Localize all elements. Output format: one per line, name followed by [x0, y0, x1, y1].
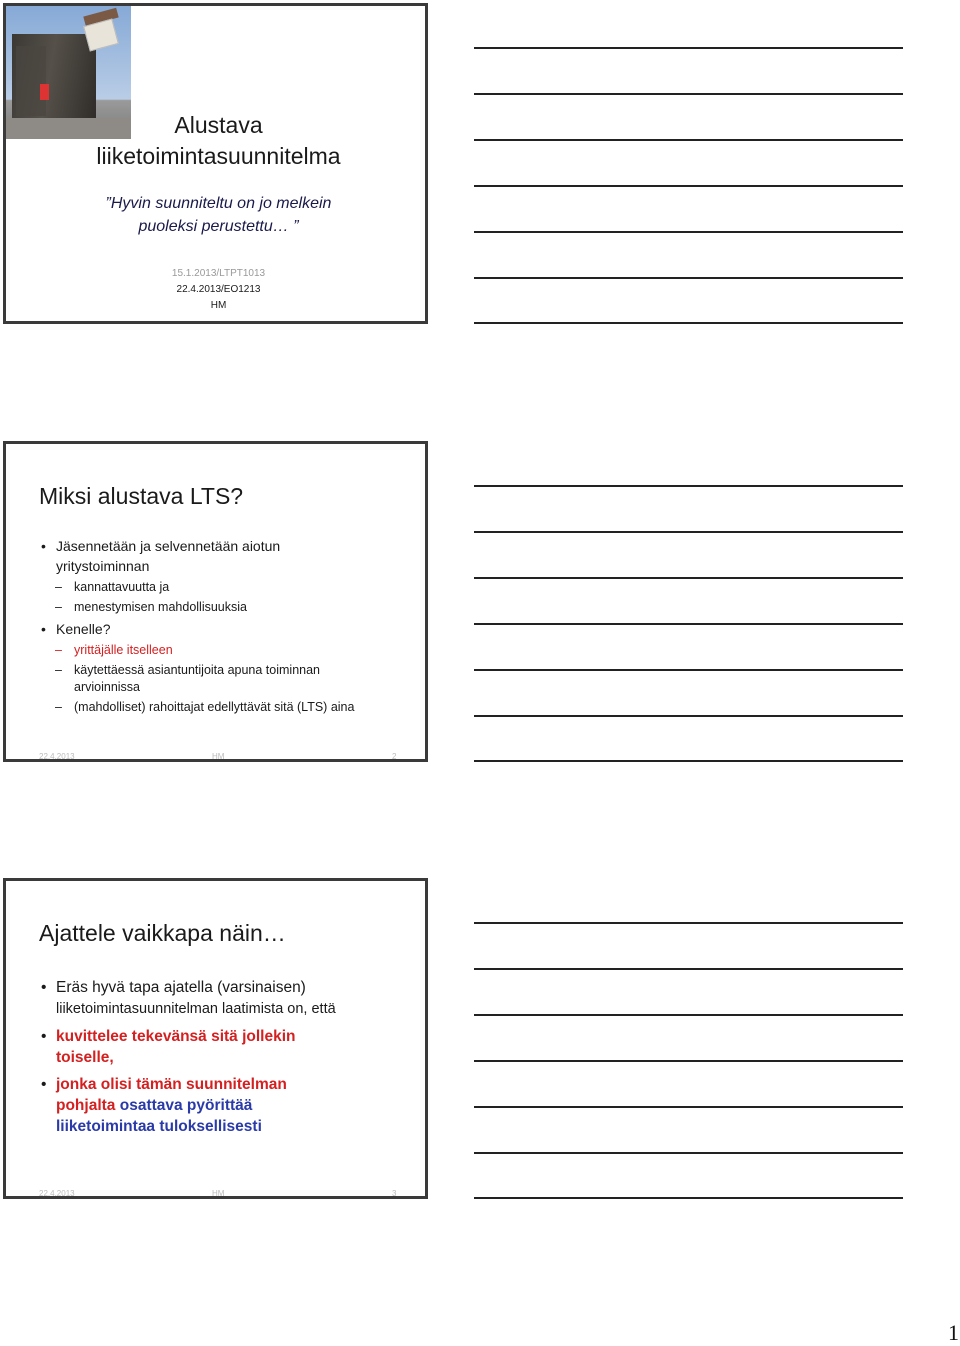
slide-2-bullets [39, 536, 424, 719]
slide-1-title: Alustava liiketoimintasuunnitelma [96, 112, 341, 169]
footer-author: HM [212, 1189, 225, 1198]
slide-3 [3, 878, 428, 1199]
page-number: 1 [948, 1320, 959, 1345]
slide-1-meta: 15.1.2013/LTPT1013 22.4.2013/EO1213 HM [171, 268, 266, 311]
slide-1-quote: ”Hyvin suunniteltu on jo melkein puoleksi perustettu… ” [105, 195, 332, 235]
slide-2 [3, 441, 428, 762]
footer-page: 2 [392, 752, 397, 761]
slide-1 [3, 3, 428, 324]
sub-bullet: – käytettäessä asiantuntijoita apuna toiminnan arvioinnissa [39, 662, 424, 696]
footer-author: HM [212, 752, 225, 761]
bullet: • kuvittelee tekevänsä sitä jollekin toiselle, [39, 1026, 424, 1068]
bullet: • Jäsennetään ja selvennetään aiotun yritystoiminnan [39, 536, 424, 576]
slide-3-title: Ajattele vaikkapa näin… [39, 920, 286, 946]
bullet: • Kenelle? [39, 619, 424, 639]
bullet: • jonka olisi tämän suunnitelman pohjalta osattava pyörittää liiketoimintaa tuloksellisesti [39, 1074, 424, 1137]
slide-2-title: Miksi alustava LTS? [39, 483, 244, 509]
sub-bullet: – menestymisen mahdollisuuksia [39, 599, 424, 616]
slide-3-bullets [39, 977, 424, 1143]
sub-bullet: – yrittäjälle itselleen [39, 642, 424, 659]
footer-page: 3 [392, 1189, 397, 1198]
footer-date: 22.4.2013 [39, 1189, 75, 1198]
footer-date: 22.4.2013 [39, 752, 75, 761]
sub-bullet: – (mahdolliset) rahoittajat edellyttävät sitä (LTS) aina [39, 699, 424, 716]
sub-bullet: – kannattavuutta ja [39, 579, 424, 596]
bullet: • Eräs hyvä tapa ajatella (varsinaisen) liiketoimintasuunnitelman laatimista on, että [39, 977, 424, 1020]
